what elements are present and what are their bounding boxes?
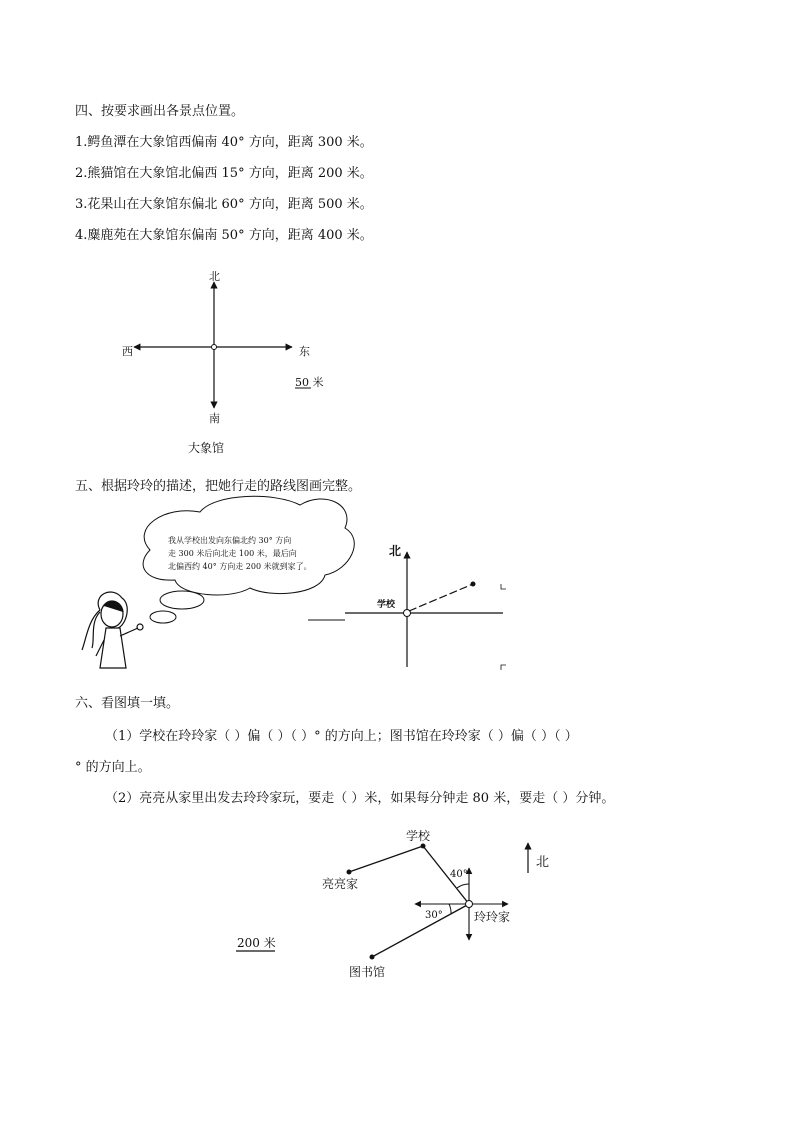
bubble-text-3: 北偏西约 40° 方向走 200 米就到家了。 bbox=[168, 562, 312, 571]
school-label: 学校 bbox=[406, 829, 431, 843]
caption-elephant: 大象馆 bbox=[188, 441, 225, 455]
lingling-point bbox=[466, 901, 473, 908]
route-north-label: 北 bbox=[389, 544, 402, 558]
section6-q1-line2: ° 的方向上。 bbox=[75, 760, 151, 775]
angle-arc-30 bbox=[449, 904, 451, 914]
west-label: 西 bbox=[122, 345, 133, 358]
angle-arc-40 bbox=[457, 884, 469, 888]
liangliang-label: 亮亮家 bbox=[322, 877, 359, 891]
map-scale-label: 200 米 bbox=[237, 936, 276, 950]
liangliang-to-school bbox=[349, 846, 423, 872]
scale-label: 50 米 bbox=[295, 376, 324, 389]
east-label: 东 bbox=[299, 345, 310, 358]
north-arrow-label: 北 bbox=[536, 855, 550, 870]
angle-30-label: 30° bbox=[425, 910, 443, 921]
route-school-label: 学校 bbox=[377, 600, 396, 610]
lingling-label: 玲玲家 bbox=[474, 910, 511, 924]
south-label: 南 bbox=[209, 412, 220, 425]
section4-item-2: 2.熊猫馆在大象馆北偏西 15° 方向，距离 200 米。 bbox=[75, 166, 373, 181]
section6-q1-line1: （1）学校在玲玲家（ ）偏（ ）（ ）° 的方向上；图书馆在玲玲家（ ）偏（ ）（ ） bbox=[105, 729, 578, 744]
library-label: 图书馆 bbox=[349, 965, 386, 979]
section6-q2: （2）亮亮从家里出发去玲玲家玩，要走（ ）米，如果每分钟走 80 米，要走（ ）分钟。 bbox=[105, 791, 615, 806]
section4-item-3: 3.花果山在大象馆东偏北 60° 方向，距离 500 米。 bbox=[75, 197, 373, 212]
angle-40-label: 40° bbox=[450, 869, 468, 880]
section6-title: 六、看图填一填。 bbox=[75, 696, 180, 711]
north-label: 北 bbox=[209, 270, 220, 283]
section4-item-1: 1.鳄鱼潭在大象馆西偏南 40° 方向，距离 300 米。 bbox=[75, 135, 373, 150]
bubble-text-2: 走 300 米后向北走 100 米，最后向 bbox=[168, 549, 297, 558]
section4-title: 四、按要求画出各景点位置。 bbox=[75, 104, 245, 119]
section4-item-4: 4.麋鹿苑在大象馆东偏南 50° 方向，距离 400 米。 bbox=[75, 228, 373, 243]
section5-title: 五、根据玲玲的描述，把她行走的路线图画完整。 bbox=[75, 479, 362, 494]
library-to-lingling bbox=[372, 904, 469, 957]
bubble-text-1: 我从学校出发向东偏北约 30° 方向 bbox=[168, 536, 292, 545]
